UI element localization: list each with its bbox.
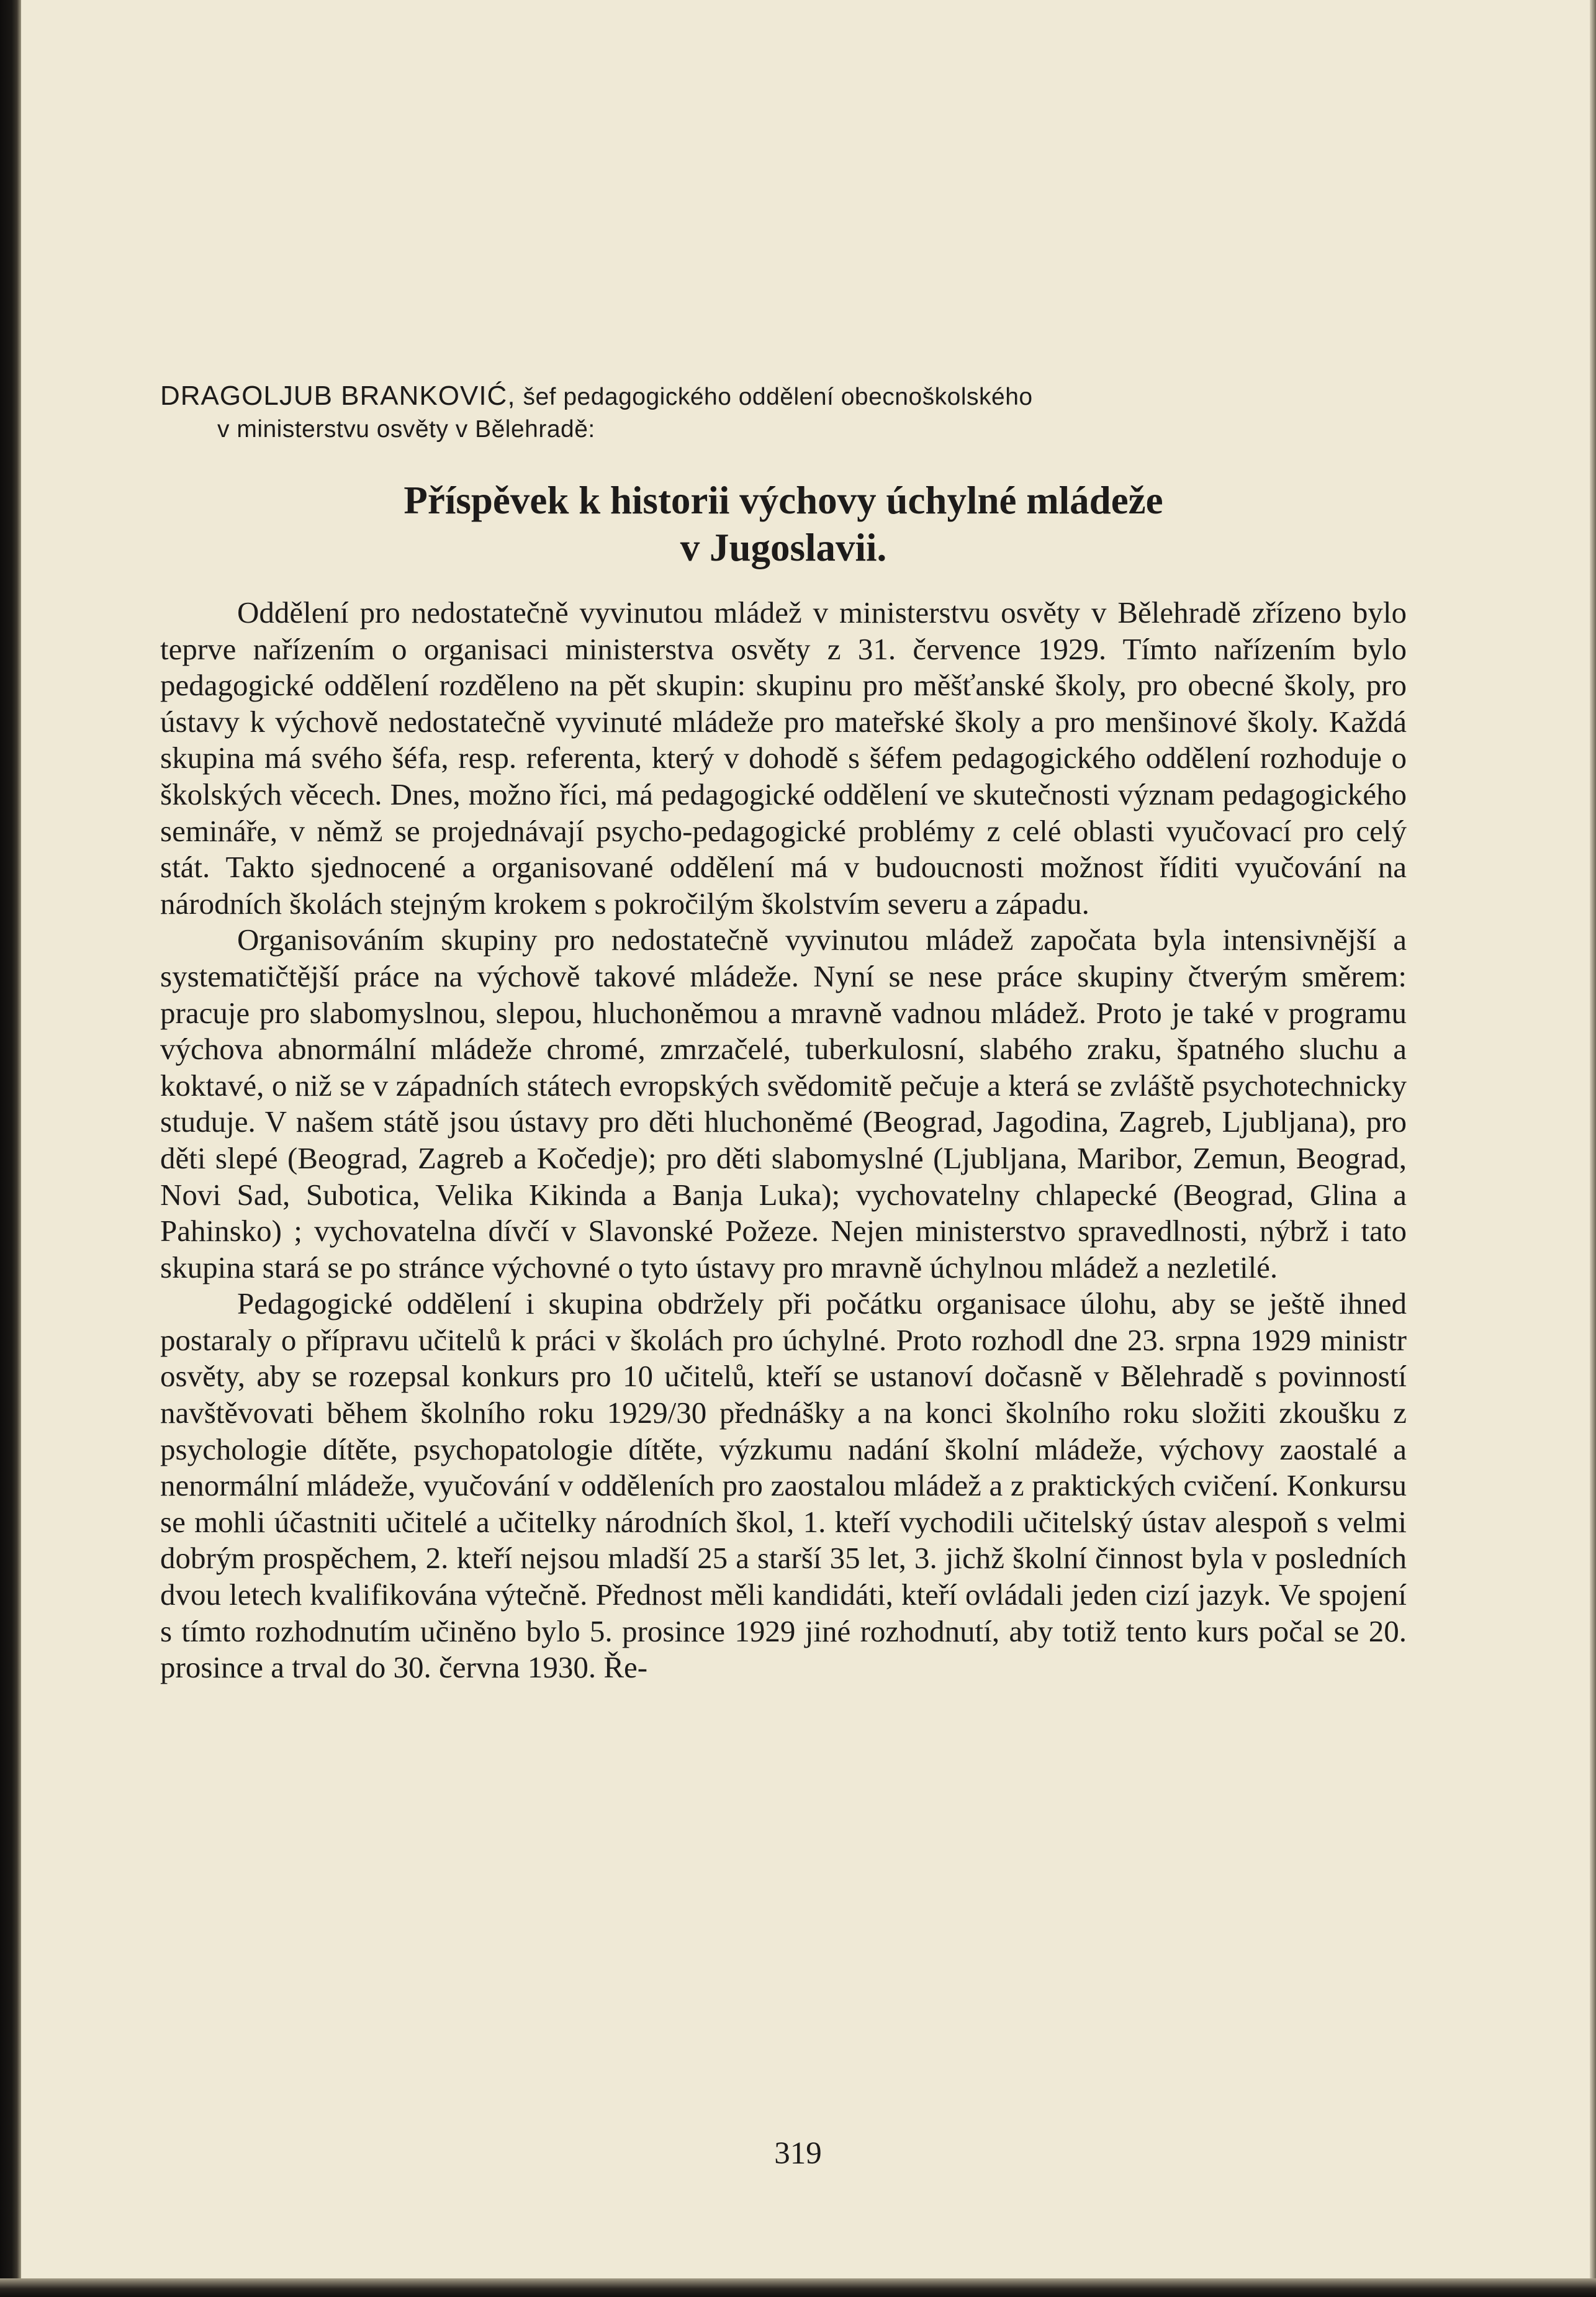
body-paragraph: Oddělení pro nedostatečně vyvinutou mládež v ministerstvu osvěty v Bělehradě zřízeno bylo teprve nařízením o organisaci ministerstva osvěty z 31. července 1929. Tímto nařízením bylo pedagogické oddělení rozděleno na pět skupin: skupinu pro měšťanské školy, pro obecné školy, pro ústavy k výchově nedostatečně vyvinuté mládeže pro mateřské školy a pro menšinové školy. Každá skupina má svého šéfa, resp. referenta, který v dohodě s šéfem pedagogického oddělení rozhoduje o školských věcech. Dnes, možno říci, má pedagogické oddělení ve skutečnosti význam pedagogického semináře, v němž se projednávají psycho-pedagogické problémy z celé oblasti vyučovací pro celý stát. Takto sjednocené a organisované oddělení má v budoucnosti možnost říditi vyučování na národních školách stejným krokem s pokročilým školstvím severu a západu. <box>160 595 1407 921</box>
author-name: DRAGOLJUB BRANKOVIĆ, <box>160 381 516 411</box>
article-title <box>160 477 1407 571</box>
article-body <box>160 595 1407 1686</box>
scan-border-right <box>1590 0 1596 2297</box>
author-role-continued: v ministerstvu osvěty v Bělehradě: <box>217 416 595 443</box>
page-content <box>160 380 1407 1686</box>
body-paragraph: Organisováním skupiny pro nedostatečně vyvinutou mládež započata byla intensivnější a systematičtější práce na výchově takové mládeže. Nyní se nese práce skupiny čtverým směrem: pracuje pro slabomyslnou, slepou, hluchoněmou a mravně vadnou mládež. Proto je také v programu výchova abnormální mládeže chromé, zmrzačelé, tuberkulosní, slabého zraku, špatného sluchu a koktavé, o niž se v západních státech evropských svědomitě pečuje a která se zvláště psychotechnicky studuje. V našem státě jsou ústavy pro děti hluchoněmé (Beograd, Jagodina, Zagreb, Ljubljana), pro děti slepé (Beograd, Zagreb a Kočedje); pro děti slabomyslné (Ljubljana, Maribor, Zemun, Beograd, Novi Sad, Subotica, Velika Kikinda a Banja Luka); vychovatelny chlapecké (Beograd, Glina a Pahinsko) ; vychovatelna dívčí v Slavonské Požeze. Nejen ministerstvo spravedlnosti, nýbrž i tato skupina stará se po stránce výchovné o tyto ústavy pro mravně úchylnou mládež a nezletilé. <box>160 923 1407 1284</box>
author-role: šef pedagogického oddělení obecnoškolského <box>523 384 1033 410</box>
article-title-line-2: v Jugoslavii. <box>680 526 887 569</box>
page-number: 319 <box>774 2136 822 2171</box>
scan-border-left <box>0 0 21 2297</box>
author-byline <box>160 380 1407 446</box>
scan-border-bottom <box>0 2278 1596 2297</box>
article-title-line-1: Příspěvek k historii výchovy úchylné mládeže <box>404 479 1163 522</box>
body-paragraph: Pedagogické oddělení i skupina obdržely při počátku organisace úlohu, aby se ještě ihned postaraly o přípravu učitelů k práci v školách pro úchylné. Proto rozhodl dne 23. srpna 1929 ministr osvěty, aby se rozepsal konkurs pro 10 učitelů, kteří se ustanoví dočasně v Bělehradě s povinností navštěvovati během školního roku 1929/30 přednášky a na konci školního roku složiti zkoušku z psychologie dítěte, psychopatologie dítěte, výzkumu nadání školní mládeže, výchovy zaostalé a nenormální mládeže, vyučování v odděleních pro zaostalou mládež a z praktických cvičení. Konkursu se mohli účastniti učitelé a učitelky národních škol, 1. kteří vychodili učitelský ústav alespoň s velmi dobrým prospěchem, 2. kteří nejsou mladší 25 a starší 35 let, 3. jichž školní činnost byla v posledních dvou letech kvalifikována výtečně. Přednost měli kandidáti, kteří ovládali jeden cizí jazyk. Ve spojení s tímto rozhodnutím učiněno bylo 5. prosince 1929 jiné rozhodnutí, aby totiž tento kurs počal se 20. prosince a trval do 30. června 1930. Ře- <box>160 1286 1407 1685</box>
